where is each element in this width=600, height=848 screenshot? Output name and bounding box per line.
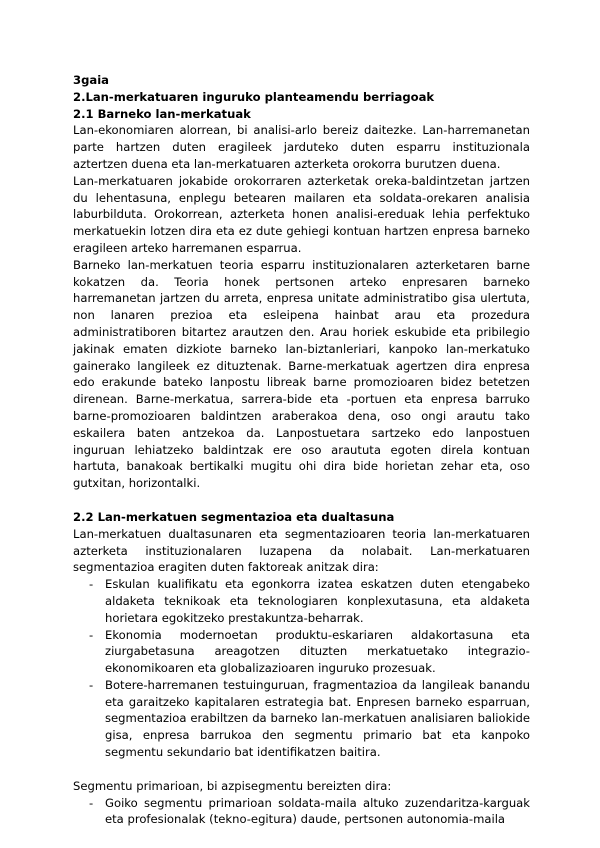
section1-paragraph: Barneko lan-merkatuen teoria esparru instituzionalaren azterketaren barne kokatzen da. Teoria honek pertsonen arteko enpresaren barneko harremanetan jartzen du arreta, enpresa unitate administratibo gisa ulertuta, non lanaren prezioa eta esleipena hainbat arau eta prozedura administratiboren bitartez arautzen den. Arau horiek eskubide eta pribilegio jakinak ematen dizkiote barneko lan-biztanleriari, kanpoko lan-merkatuko gainerako langileek ez dituztenak. Barne-merkatuak agertzen dira enpresa edo erakunde bateko lanpostu libreak barne promozioaren bidez betetzen direnean. Barne-merkatua, sarrera-bide eta -portuen eta enpresa barruko barne-promozioaren baldintzen araberakoa dena, oso ongi arautu tako eskailera baten antzekoa da. Lanpostuetara sartzeko edo lanpostuen inguruan lehiatzeko baldintzak ere oso araututa egoten direla kontuan hartuta, banakoak bertikalki mugitu ohi dira bide horietan zehar eta, oso gutxitan, horizontalki. (73, 257, 530, 491)
list-item: - Eskulan kualifikatu eta egonkorra izatea eskatzen duten etengabeko aldaketa teknikoak eta teknologiaren konplexutasuna, eta aldaketa horietara egokitzeko prestakuntza-beharrak. (73, 576, 530, 626)
subsegment-list (73, 795, 530, 829)
topic-label: 3gaia (73, 73, 109, 87)
section2-intro: Lan-merkatuen dualtasunaren eta segmentazioaren teoria lan-merkatuaren azterketa instituzionalaren luzapena da nolabait. Lan-merkatuaren segmentazioa eragiten duten faktoreak anitzak dira: (73, 526, 530, 575)
list-item: - Botere-harremanen testuinguruan, fragmentazioa da langileak banandu eta garaitzeko kapitalaren estrategia bat. Enpresen barneko esparruan, segmentazioa erabiltzen da barneko lan-merkatuen analisiaren baliokide gisa, enpresa barrukoa den segmentu primario bat eta kanpoko segmentu sekundario bat identifikatzen baitira. (73, 677, 530, 761)
list-item: - Ekonomia modernoetan produktu-eskariaren aldakortasuna eta ziurgabetasuna areagotzen dituzten merkatuetako integrazio-ekonomikoaren eta globalizazioaren inguruko prozesuak. (73, 627, 530, 677)
primary-segment-intro: Segmentu primarioan, bi azpisegmentu bereizten dira: (73, 778, 392, 793)
document-page (73, 72, 530, 828)
section2-title: 2.2 Lan-merkatuen segmentazioa eta dualtasuna (73, 509, 395, 524)
section1-title: 2.1 Barneko lan-merkatuak (73, 106, 251, 121)
section1-paragraph: Lan-merkatuaren jokabide orokorraren azterketak oreka-baldintzetan jartzen du lehentasuna, enplegu betearen mailaren eta soldata-orekaren analisia laburbilduta. Orokorrean, azterketa honen analisi-ereduak lehia perfektuko merkatuekin lotzen dira eta ez dute gehiegi kontuan hartzen enpresa barneko eragileen arteko harremanen esparrua. (73, 173, 530, 255)
list-item: - Goiko segmentu primarioan soldata-maila altuko zuzendaritza-karguak eta profesionalak (tekno-egitura) daude, pertsonen autonomia-maila (73, 795, 530, 829)
factor-list (73, 576, 530, 761)
chapter-title: 2.Lan-merkatuaren inguruko planteamendu berriagoak (73, 89, 435, 104)
section1-paragraph: Lan-ekonomiaren alorrean, bi analisi-arlo bereiz daitezke. Lan-harremanetan parte hartzen duten eragileek jarduteko duten esparru instituzionala aztertzen duena eta lan-merkatuaren azterketa orokorra burutzen duena. (73, 123, 530, 171)
